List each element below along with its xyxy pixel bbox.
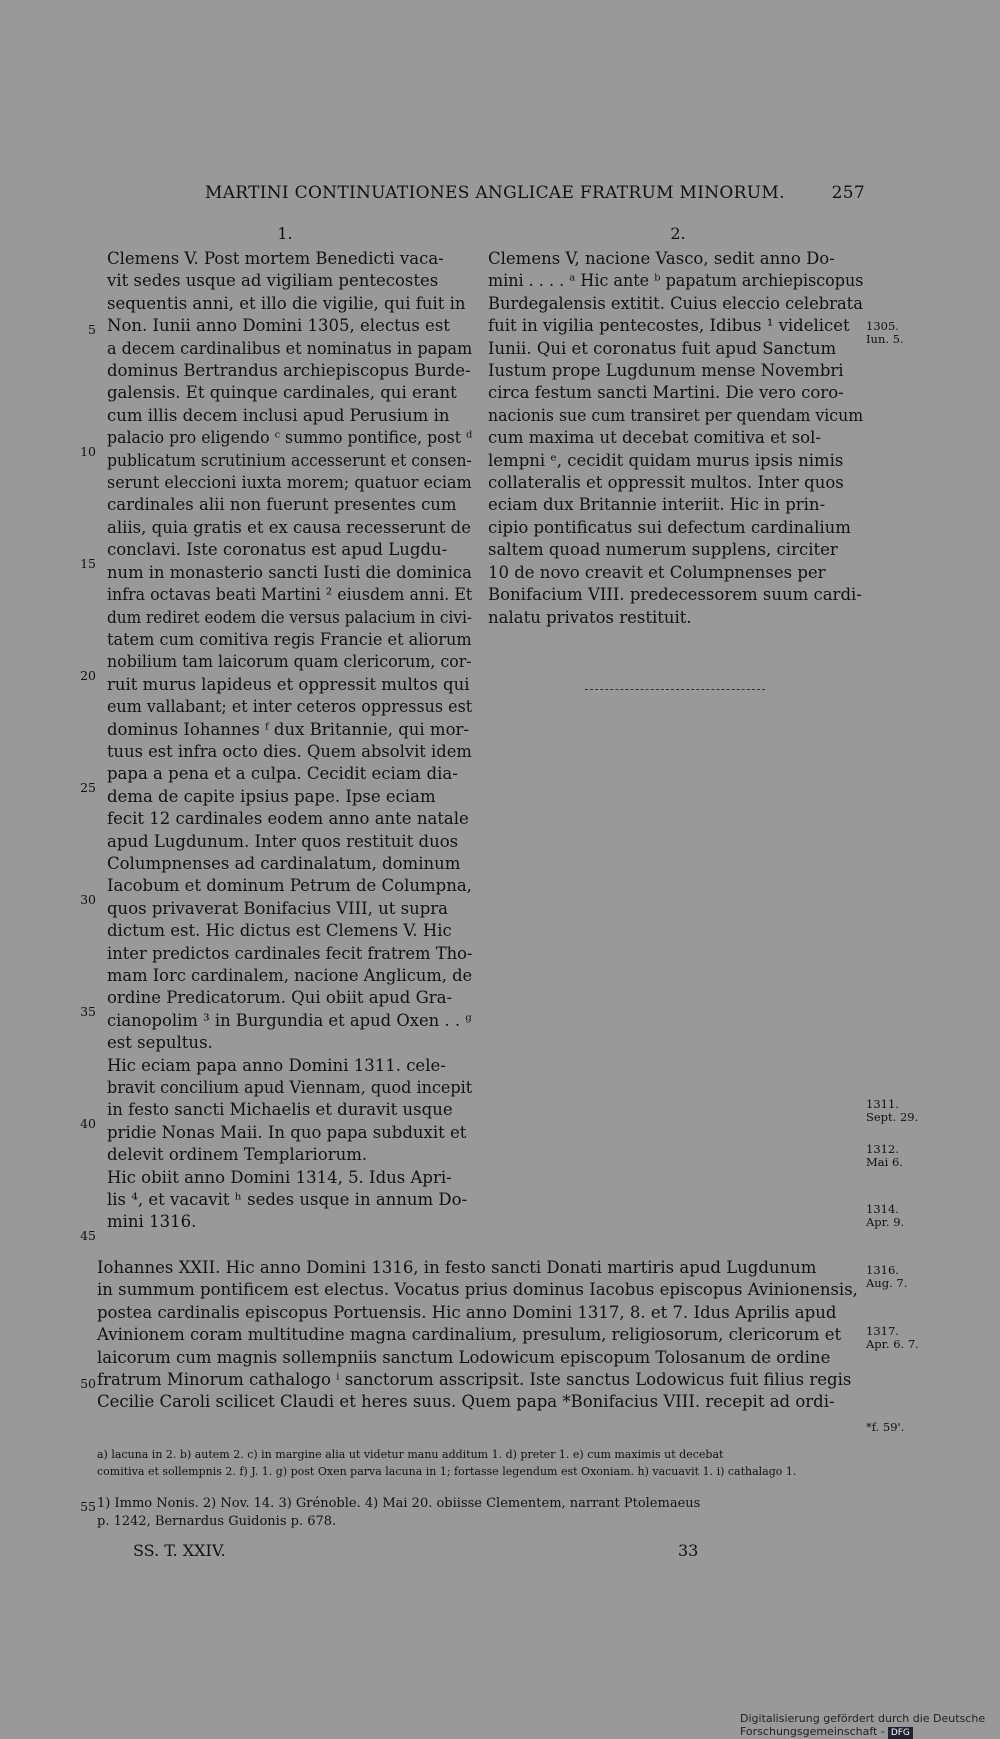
text-line: publicatum scrutinium accesserunt et consen- [107, 450, 472, 470]
line-number: 40 [80, 1116, 96, 1131]
text-line: dema de capite ipsius pape. Ipse eciam [107, 786, 436, 806]
text-line: quos privaverat Bonifacius VIII, ut supra [107, 898, 449, 918]
text-line: nobilium tam laicorum quam clericorum, cor- [107, 652, 472, 672]
text-line: aliis, quia gratis et ex causa recesserunt de [107, 517, 471, 537]
text-line: Iohannes XXII. Hic anno Domini 1316, in festo sancti Donati martiris apud Lugdunum [97, 1258, 817, 1277]
line-number: 10 [80, 444, 96, 459]
text-line: a decem cardinalibus et nominatus in papam [107, 338, 473, 358]
text-line: inter predictos cardinales fecit fratrem Tho- [107, 943, 473, 963]
text-line: mini 1316. [107, 1212, 197, 1232]
margin-day: Aug. 7. [866, 1276, 908, 1290]
text-line: cum maxima ut decebat comitiva et sol- [488, 428, 821, 448]
line-number: 5 [88, 322, 96, 337]
text-line: Clemens V. Post mortem Benedicti vaca- [107, 249, 444, 268]
margin-date-1314 [866, 1203, 904, 1229]
footnotes-variants [97, 1446, 867, 1480]
text-line: dominus Bertrandus archiepiscopus Burde- [107, 361, 471, 381]
page-number: 257 [831, 183, 865, 203]
margin-year: 1312. [866, 1142, 899, 1156]
text-line: dominus Iohannes ᶠ dux Britannie, qui mor- [107, 719, 469, 739]
text-line: delevit ordinem Templariorum. [107, 1145, 368, 1165]
full-width-text [97, 1257, 859, 1414]
column-1-text [107, 248, 472, 1234]
margin-date-1312 [866, 1143, 903, 1169]
text-line: eum vallabant; et inter ceteros oppressus est [107, 697, 473, 717]
margin-date-1305 [866, 320, 904, 346]
text-line: ruit murus lapideus et oppressit multos qui [107, 674, 470, 694]
column-end-rule [585, 689, 765, 690]
text-line: Columpnenses ad cardinalatum, dominum [107, 853, 461, 873]
signature-mark: SS. T. XXIV. [133, 1541, 226, 1560]
text-line: dum rediret eodem die versus palacium in civi- [107, 607, 473, 627]
text-line: laicorum cum magnis sollempniis sanctum Lodowicum episcopum Tolosanum de ordine [97, 1347, 831, 1367]
text-line: ordine Predicatorum. Qui obiit apud Gra- [107, 988, 453, 1008]
margin-year: 1311. [866, 1097, 899, 1111]
text-line: palacio pro eligendo ᶜ summo pontifice, post ᵈ [107, 428, 473, 448]
text-line: papa a pena et a culpa. Cecidit eciam dia- [107, 764, 458, 784]
text-line: conclavi. Iste coronatus est apud Lugdu- [107, 540, 448, 560]
text-line: galensis. Et quinque cardinales, qui erant [107, 383, 457, 403]
text-line: mini . . . . ᵃ Hic ante ᵇ papatum archiepiscopus [488, 271, 864, 291]
text-line: cardinales alii non fuerunt presentes cum [107, 495, 457, 515]
text-line: fratrum Minorum cathalogo ⁱ sanctorum asscripsit. Iste sanctus Lodowicus fuit filius regis [97, 1370, 852, 1390]
text-line: saltem quoad numerum supplens, circiter [488, 540, 838, 560]
line-number: 15 [80, 556, 96, 571]
text-line: postea cardinalis episcopus Portuensis. Hic anno Domini 1317, 8. et 7. Idus Aprilis apud [97, 1302, 837, 1322]
text-line: nacionis sue cum transiret per quendam vicum [488, 405, 864, 425]
footnote-line: comitiva et sollempnis 2. f) J. 1. g) post Oxen parva lacuna in 1; fortasse legendum est Oxoniam. h) vacuavit 1. i) cathalago 1. [97, 1465, 797, 1478]
margin-date-1311 [866, 1098, 918, 1124]
text-line: cipio pontificatus sui defectum cardinalium [488, 517, 851, 537]
text-line: Bonifacium VIII. predecessorem suum cardi- [488, 585, 862, 605]
column-1-heading: 1. [277, 224, 293, 243]
dfg-logo: DFG [888, 1727, 913, 1739]
text-line: serunt eleccioni iuxta morem; quatuor eciam [107, 473, 472, 493]
text-line: in festo sancti Michaelis et duravit usque [107, 1100, 453, 1120]
line-number: 55 [80, 1499, 96, 1514]
line-number: 50 [80, 1376, 96, 1391]
text-line: Iustum prope Lugdunum mense Novembri [488, 361, 844, 381]
text-line: 10 de novo creavit et Columpnenses per [488, 562, 826, 582]
text-line: Non. Iunii anno Domini 1305, electus est [107, 316, 450, 336]
text-line: Hic eciam papa anno Domini 1311. cele- [107, 1055, 446, 1075]
footnote-line: a) lacuna in 2. b) autem 2. c) in margine alia ut videtur manu additum 1. d) preter 1. e) cum maximis ut decebat [97, 1448, 724, 1461]
text-line: mam Iorc cardinalem, nacione Anglicum, de [107, 966, 473, 985]
text-line: Hic obiit anno Domini 1314, 5. Idus Apri- [107, 1167, 452, 1187]
text-line: vit sedes usque ad vigiliam pentecostes [107, 271, 439, 291]
running-header [205, 183, 865, 207]
text-line: Avinionem coram multitudine magna cardinalium, presulum, religiosorum, clericorum et [97, 1325, 842, 1345]
text-line: cum illis decem inclusi apud Perusium in [107, 405, 450, 425]
text-line: bravit concilium apud Viennam, quod incepit [107, 1078, 473, 1098]
footnote-line: 1) Immo Nonis. 2) Nov. 14. 3) Grénoble. 4) Mai 20. obiisse Clementem, narrant Ptolemaeus [97, 1496, 701, 1511]
margin-year: 1305. [866, 319, 899, 333]
text-line: Iunii. Qui et coronatus fuit apud Sanctum [488, 338, 837, 358]
margin-date-1316 [866, 1264, 907, 1290]
footnote-line: p. 1242, Bernardus Guidonis p. 678. [97, 1514, 337, 1529]
footnotes-numbered [97, 1495, 867, 1531]
margin-year: 1316. [866, 1263, 899, 1277]
line-number: 25 [80, 780, 96, 795]
line-number: 35 [80, 1004, 96, 1019]
margin-day: Iun. 5. [866, 332, 904, 346]
line-number: 45 [80, 1228, 96, 1243]
text-line: circa festum sancti Martini. Die vero coro- [488, 383, 844, 403]
margin-day: Mai 6. [866, 1155, 903, 1169]
margin-date-1317 [866, 1325, 919, 1351]
text-line: Cecilie Caroli scilicet Claudi et heres suus. Quem papa *Bonifacius VIII. recepit ad ordi- [97, 1392, 835, 1412]
text-line: Clemens V, nacione Vasco, sedit anno Do- [488, 249, 835, 268]
text-line: collateralis et oppressit multos. Inter quos [488, 473, 844, 493]
margin-day: Sept. 29. [866, 1110, 919, 1124]
text-line: num in monasterio sancti Iusti die dominica [107, 562, 472, 582]
text-line: nalatu privatos restituit. [488, 607, 692, 627]
text-line: pridie Nonas Maii. In quo papa subduxit et [107, 1122, 467, 1142]
text-line: est sepultus. [107, 1033, 213, 1053]
text-line: lis ⁴, et vacavit ʰ sedes usque in annum Do- [107, 1190, 468, 1210]
text-line: fuit in vigilia pentecostes, Idibus ¹ videlicet [488, 316, 850, 336]
text-line: dictum est. Hic dictus est Clemens V. Hic [107, 921, 452, 941]
text-line: eciam dux Britannie interiit. Hic in prin- [488, 495, 826, 515]
digitization-text: Digitalisierung gefördert durch die Deutsche Forschungsgemeinschaft - [740, 1712, 986, 1738]
text-line: tuus est infra octo dies. Quem absolvit idem [107, 741, 472, 761]
column-2-heading: 2. [670, 224, 686, 243]
text-line: fecit 12 cardinales eodem anno ante natale [107, 809, 469, 829]
text-line: cianopolim ³ in Burgundia et apud Oxen . . ᵍ [107, 1010, 472, 1030]
text-line: in summum pontificem est electus. Vocatus prius dominus Iacobus episcopus Avinionensis, [97, 1280, 858, 1300]
text-line: apud Lugdunum. Inter quos restituit duos [107, 831, 459, 851]
margin-year: 1317. [866, 1324, 899, 1338]
margin-day: Apr. 9. [866, 1215, 905, 1229]
signature-number: 33 [678, 1541, 699, 1560]
column-2-text [488, 248, 863, 629]
text-line: Burdegalensis extitit. Cuius eleccio celebrata [488, 293, 863, 313]
running-title: MARTINI CONTINUATIONES ANGLICAE FRATRUM MINORUM. [205, 183, 785, 203]
text-line: infra octavas beati Martini ² eiusdem anni. Et [107, 585, 473, 605]
line-number: 30 [80, 892, 96, 907]
text-line: sequentis anni, et illo die vigilie, qui fuit in [107, 293, 466, 313]
margin-folio: *f. 59'. [866, 1420, 905, 1434]
text-line: tatem cum comitiva regis Francie et aliorum [107, 629, 472, 649]
margin-year: 1314. [866, 1202, 899, 1216]
line-number: 20 [80, 668, 96, 683]
text-line: lempni ᵉ, cecidit quidam murus ipsis nimis [488, 450, 844, 470]
margin-day: Apr. 6. 7. [866, 1337, 919, 1351]
text-line: Iacobum et dominum Petrum de Columpna, [107, 876, 472, 896]
